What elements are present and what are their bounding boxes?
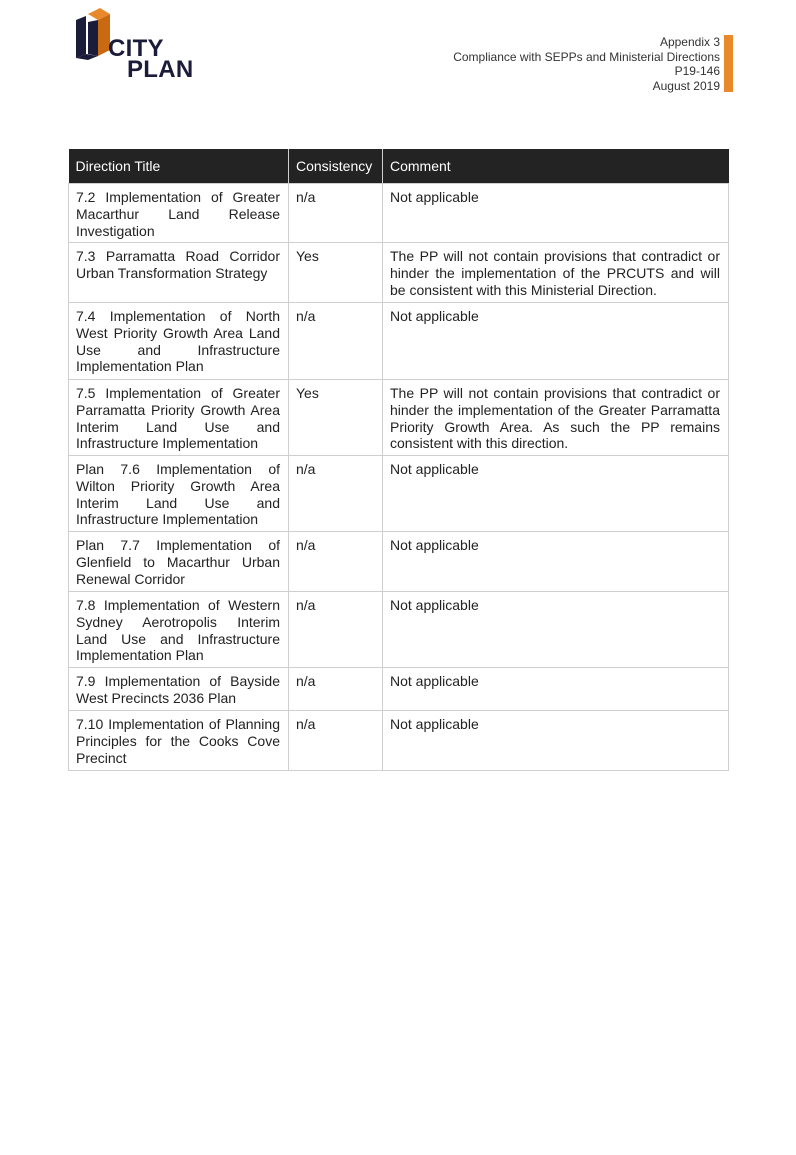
consistency-cell: n/a [289, 184, 383, 243]
column-header-consistency: Consistency [289, 149, 383, 184]
table-row [69, 243, 729, 303]
appendix-title: Compliance with SEPPs and Ministerial Directions [453, 49, 720, 64]
direction-title-cell: 7.8 Implementation of Western Sydney Aerotropolis Interim Land Use and Infrastructure Implementation Plan [69, 592, 289, 668]
appendix-label: Appendix 3 [659, 35, 720, 49]
table-row [69, 668, 729, 711]
table-row [69, 303, 729, 380]
comment-cell: The PP will not contain provisions that contradict or hinder the implementation of the Greater Parramatta Priority Growth Area. As such the PP remains consistent with this direction. [383, 380, 729, 456]
direction-title-cell: 7.5 Implementation of Greater Parramatta Priority Growth Area Interim Land Use and Infrastructure Implementation [69, 380, 289, 456]
direction-title-cell: Plan 7.7 Implementation of Glenfield to Macarthur Urban Renewal Corridor [69, 532, 289, 592]
direction-title-cell: 7.2 Implementation of Greater Macarthur Land Release Investigation [69, 184, 289, 243]
consistency-cell: Yes [289, 380, 383, 456]
comment-cell: Not applicable [383, 711, 729, 771]
table-row [69, 380, 729, 456]
logo-text-plan: PLAN [127, 56, 194, 83]
consistency-cell: n/a [289, 532, 383, 592]
consistency-cell: n/a [289, 592, 383, 668]
city-plan-logo [76, 8, 206, 83]
directions-table [68, 149, 729, 771]
column-header-direction-title: Direction Title [69, 149, 289, 184]
consistency-cell: n/a [289, 303, 383, 380]
comment-cell: Not applicable [383, 532, 729, 592]
direction-title-cell: Plan 7.6 Implementation of Wilton Priority Growth Area Interim Land Use and Infrastructure Implementation [69, 456, 289, 532]
direction-title-cell: 7.9 Implementation of Bayside West Precincts 2036 Plan [69, 668, 289, 711]
document-header-info [453, 35, 720, 93]
direction-title-cell: 7.3 Parramatta Road Corridor Urban Transformation Strategy [69, 243, 289, 303]
comment-cell: Not applicable [383, 592, 729, 668]
comment-cell: Not applicable [383, 184, 729, 243]
column-header-comment: Comment [383, 149, 729, 184]
comment-cell: Not applicable [383, 668, 729, 711]
direction-title-cell: 7.10 Implementation of Planning Principles for the Cooks Cove Precinct [69, 711, 289, 771]
table-row [69, 456, 729, 532]
table-row [69, 711, 729, 771]
table-row [69, 184, 729, 243]
consistency-cell: Yes [289, 243, 383, 303]
table-header-row [69, 149, 729, 184]
comment-cell: Not applicable [383, 456, 729, 532]
consistency-cell: n/a [289, 668, 383, 711]
table-row [69, 532, 729, 592]
project-number: P19-146 [674, 64, 720, 78]
consistency-cell: n/a [289, 711, 383, 771]
document-date: August 2019 [652, 78, 720, 93]
consistency-cell: n/a [289, 456, 383, 532]
direction-title-cell: 7.4 Implementation of North West Priority Growth Area Land Use and Infrastructure Implementation Plan [69, 303, 289, 380]
table-row [69, 592, 729, 668]
comment-cell: The PP will not contain provisions that contradict or hinder the implementation of the PRCUTS and will be consistent with this Ministerial Direction. [383, 243, 729, 303]
logo-text-city: CITY [108, 35, 164, 62]
header-accent-bar [724, 35, 733, 92]
comment-cell: Not applicable [383, 303, 729, 380]
